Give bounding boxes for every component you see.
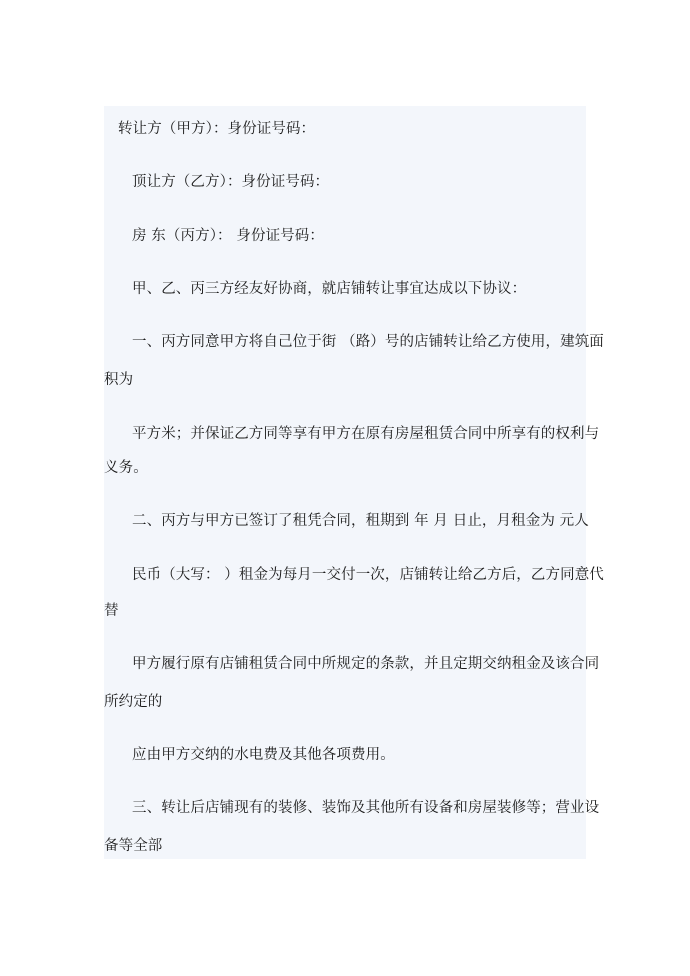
clause-2-line-5: 所约定的 xyxy=(104,694,163,710)
document-page xyxy=(104,106,604,859)
clause-3-line-1: 三、转让后店铺现有的装修、装饰及其他所有设备和房屋装修等；营业设 xyxy=(132,800,600,816)
party-c-line: 房 东（丙方）： 身份证号码： xyxy=(132,228,324,244)
clause-1-line-4: 义务。 xyxy=(104,460,148,476)
party-a-line: 转让方（甲方）：身份证号码： xyxy=(118,121,316,137)
clause-1-line-1: 一、丙方同意甲方将自己位于街 （路）号的店铺转让给乙方使用，建筑面 xyxy=(132,334,604,350)
agreement-intro: 甲、乙、丙三方经友好协商，就店铺转让事宜达成以下协议： xyxy=(132,281,527,297)
clause-2-line-2: 民币（大写： ）租金为每月一交付一次，店铺转让给乙方后，乙方同意代 xyxy=(132,567,604,583)
clause-1-line-3: 平方米；并保证乙方同等享有甲方在原有房屋租赁合同中所享有的权利与 xyxy=(132,426,600,442)
clause-2-line-4: 甲方履行原有店铺租赁合同中所规定的条款，并且定期交纳租金及该合同 xyxy=(132,656,600,672)
clause-2-line-6: 应由甲方交纳的水电费及其他各项费用。 xyxy=(132,747,395,763)
clause-1-line-2: 积为 xyxy=(104,372,134,388)
clause-2-line-3: 替 xyxy=(104,603,119,619)
clause-2-line-1: 二、丙方与甲方已签订了租凭合同，租期到 年 月 日止，月租金为 元人 xyxy=(132,513,589,529)
party-b-line: 顶让方（乙方）：身份证号码： xyxy=(132,174,330,190)
clause-3-line-2: 备等全部 xyxy=(104,838,163,854)
